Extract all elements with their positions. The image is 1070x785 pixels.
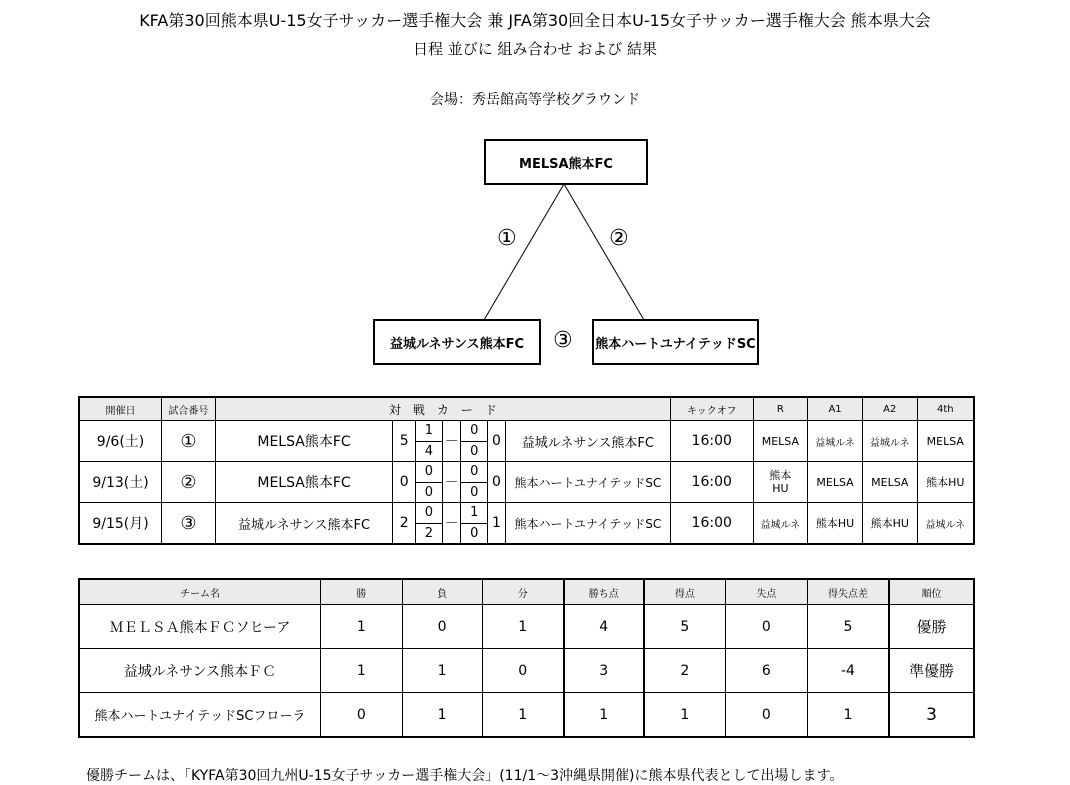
header-rank: 順位 xyxy=(889,579,974,605)
header-a1: A1 xyxy=(808,397,863,421)
bracket-right-team: 熊本ハートユナイテッドSC xyxy=(592,319,759,365)
header-card: 対 戦 カ ー ド xyxy=(215,397,670,421)
home-first-half: 1 xyxy=(416,421,442,442)
rank: 3 xyxy=(889,693,974,738)
goals-for: 1 xyxy=(644,693,726,738)
kickoff-time: 16:00 xyxy=(670,462,753,503)
rank: 準優勝 xyxy=(889,649,974,693)
score-dash: － xyxy=(442,503,461,545)
goal-difference: 1 xyxy=(807,693,889,738)
losses: 1 xyxy=(402,693,482,738)
away-team: 益城ルネサンス熊本FC xyxy=(505,421,670,462)
goals-against: 6 xyxy=(725,649,807,693)
goals-against: 0 xyxy=(725,605,807,649)
home-first-half: 0 xyxy=(416,503,442,524)
away-score: 0 xyxy=(488,421,506,462)
home-first-half: 0 xyxy=(416,462,442,483)
away-score: 0 xyxy=(488,462,506,503)
assistant-2: 益城ルネ xyxy=(862,421,917,462)
assistant-1: MELSA xyxy=(808,462,863,503)
match-3-label: ③ xyxy=(553,328,573,353)
document-subtitle: 日程 並びに 組み合わせ および 結果 xyxy=(412,40,658,58)
header-win: 勝 xyxy=(320,579,402,605)
standings-row xyxy=(79,605,974,649)
schedule-row xyxy=(79,462,974,503)
team-name: 熊本ハートユナイテッドSCフローラ xyxy=(79,693,320,738)
rank: 優勝 xyxy=(889,605,974,649)
match-date: 9/13(土) xyxy=(79,462,162,503)
header-goal-difference: 得失点差 xyxy=(807,579,889,605)
losses: 1 xyxy=(402,649,482,693)
kickoff-time: 16:00 xyxy=(670,503,753,545)
header-goals-against: 失点 xyxy=(725,579,807,605)
goal-difference: -4 xyxy=(807,649,889,693)
team-name: 益城ルネサンス熊本ＦＣ xyxy=(79,649,320,693)
schedule-row xyxy=(79,421,974,462)
home-second-half: 2 xyxy=(424,525,434,541)
away-second-half: 0 xyxy=(470,484,479,500)
points: 3 xyxy=(564,649,644,693)
fourth-official: 熊本HU xyxy=(917,462,974,503)
match-number: ③ xyxy=(162,503,216,545)
away-first-half: 0 xyxy=(461,421,487,442)
schedule-row xyxy=(79,503,974,545)
away-team: 熊本ハートユナイテッドSC xyxy=(505,462,670,503)
home-score: 2 xyxy=(393,503,416,545)
goal-difference: 5 xyxy=(807,605,889,649)
assistant-1: 益城ルネ xyxy=(808,421,863,462)
points: 4 xyxy=(564,605,644,649)
kickoff-time: 16:00 xyxy=(670,421,753,462)
home-team: 益城ルネサンス熊本FC xyxy=(215,503,393,545)
score-dash: － xyxy=(442,462,461,503)
match-number: ② xyxy=(162,462,216,503)
home-team: MELSA熊本FC xyxy=(215,462,393,503)
team-name: ＭＥＬＳＡ熊本ＦＣソヒーア xyxy=(79,605,320,649)
away-second-half: 0 xyxy=(470,525,479,541)
referee: 益城ルネ xyxy=(753,503,808,545)
away-first-half: 1 xyxy=(461,503,487,524)
assistant-2: MELSA xyxy=(862,462,917,503)
goals-against: 0 xyxy=(725,693,807,738)
header-points: 勝ち点 xyxy=(564,579,644,605)
header-match-no: 試合番号 xyxy=(162,397,216,421)
wins: 0 xyxy=(320,693,402,738)
bracket-top-team: MELSA熊本FC xyxy=(484,139,648,185)
header-date: 開催日 xyxy=(79,397,162,421)
home-score: 5 xyxy=(393,421,416,462)
draws: 0 xyxy=(482,649,564,693)
assistant-1: 熊本HU xyxy=(808,503,863,545)
match-date: 9/15(月) xyxy=(79,503,162,545)
referee: MELSA xyxy=(753,421,808,462)
match-2-label: ② xyxy=(609,226,629,251)
bracket-left-team: 益城ルネサンス熊本FC xyxy=(373,319,541,365)
home-second-half: 4 xyxy=(424,443,434,459)
draws: 1 xyxy=(482,605,564,649)
points: 1 xyxy=(564,693,644,738)
wins: 1 xyxy=(320,649,402,693)
standings-row xyxy=(79,649,974,693)
standings-row xyxy=(79,693,974,738)
match-1-label: ① xyxy=(497,226,517,251)
match-date: 9/6(土) xyxy=(79,421,162,462)
fourth-official: MELSA xyxy=(917,421,974,462)
assistant-2: 熊本HU xyxy=(862,503,917,545)
header-a2: A2 xyxy=(862,397,917,421)
venue-label: 会場：秀岳館高等学校グラウンド xyxy=(430,92,640,108)
header-4th: 4th xyxy=(917,397,974,421)
goals-for: 5 xyxy=(644,605,726,649)
schedule-header-row xyxy=(79,397,974,421)
header-r: R xyxy=(753,397,808,421)
referee: 熊本 HU xyxy=(753,462,808,503)
footer-note: 優勝チームは、「KYFA第30回九州U-15女子サッカー選手権大会」(11/1～3沖縄県開催)に熊本県代表として出場します。 xyxy=(86,768,844,784)
goals-for: 2 xyxy=(644,649,726,693)
away-first-half: 0 xyxy=(461,462,487,483)
standings-table xyxy=(78,578,975,738)
header-loss: 負 xyxy=(402,579,482,605)
home-second-half: 0 xyxy=(424,484,434,500)
fourth-official: 益城ルネ xyxy=(917,503,974,545)
draws: 1 xyxy=(482,693,564,738)
home-team: MELSA熊本FC xyxy=(215,421,393,462)
header-kickoff: キックオフ xyxy=(670,397,753,421)
away-team: 熊本ハートユナイテッドSC xyxy=(505,503,670,545)
away-second-half: 0 xyxy=(470,443,479,459)
match-number: ① xyxy=(162,421,216,462)
header-team: チーム名 xyxy=(79,579,320,605)
header-goals-for: 得点 xyxy=(644,579,726,605)
wins: 1 xyxy=(320,605,402,649)
header-draw: 分 xyxy=(482,579,564,605)
score-dash: － xyxy=(442,421,461,462)
document-title: KFA第30回熊本県U-15女子サッカー選手権大会 兼 JFA第30回全日本U-15女子サッカー選手権大会 熊本県大会 xyxy=(139,11,931,30)
home-score: 0 xyxy=(393,462,416,503)
losses: 0 xyxy=(402,605,482,649)
standings-header-row xyxy=(79,579,974,605)
away-score: 1 xyxy=(488,503,506,545)
schedule-table xyxy=(78,396,975,545)
